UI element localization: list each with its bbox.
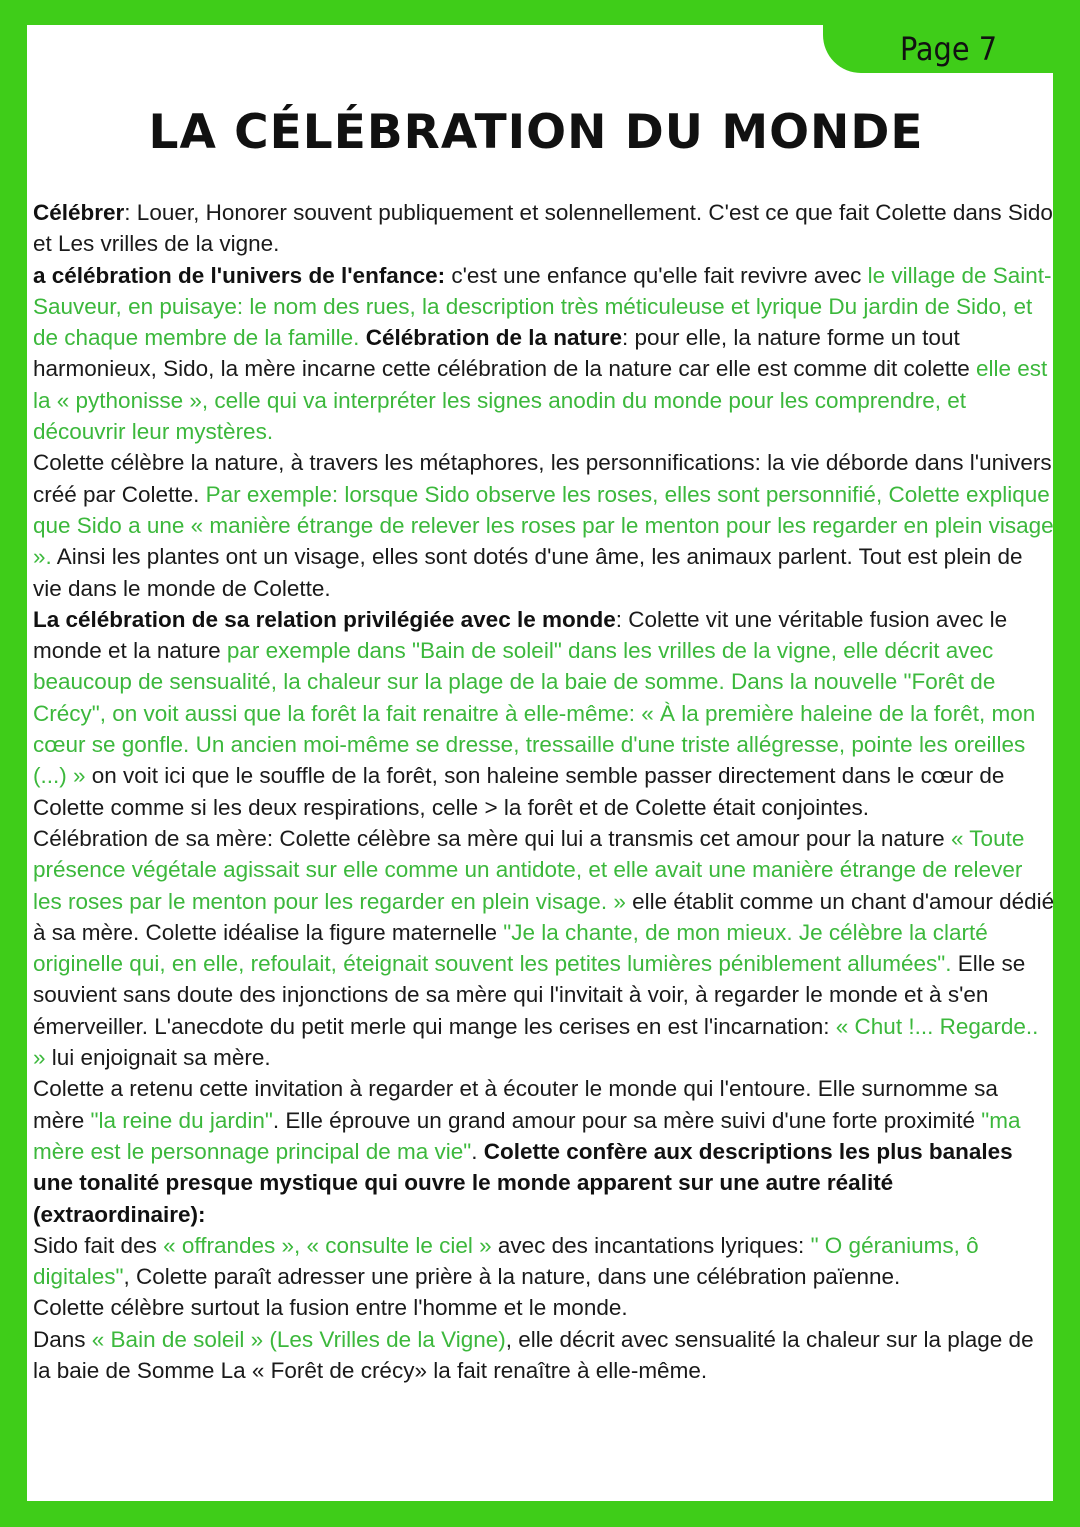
body-run: lui enjoignait sa mère.	[45, 1045, 271, 1071]
quote-text: le village de Saint-Sauveur, en puisaye: le nom des rues, la description très méticuleuse et lyrique Du jardin de Sido, et de chaque membre de la famille.	[33, 262, 1052, 351]
quote-text: "la reine du jardin"	[90, 1107, 273, 1133]
quote-text: Par exemple: lorsque Sido observe les roses, elles sont personnifié, Colette explique que Sido a une « manière étrange de relever les roses par le menton pour les regarder en plein visage ».	[33, 481, 1054, 570]
body-run: , elle décrit avec sensualité la chaleur sur la plage de la baie de Somme La « Forêt de crécy» la fait renaître à elle-même.	[33, 1326, 1034, 1383]
paragraph	[33, 447, 1055, 603]
body-run: . Elle éprouve un grand amour pour sa mère suivi d'une forte proximité	[272, 1107, 982, 1133]
body-run: Ainsi les plantes ont un visage, elles sont dotés d'une âme, les animaux parlent. Tout est plein de vie dans le monde de Colette.	[33, 544, 1023, 601]
quote-text: " O géraniums, ô digitales"	[33, 1232, 979, 1290]
body-run: : pour elle, la nature forme un tout harmonieux, Sido, la mère incarne cette célébration de la nature car elle est comme dit colette	[33, 325, 976, 382]
page-number-tab	[823, 25, 1053, 73]
paragraph	[33, 1073, 1055, 1229]
body-run: Colette célèbre la nature, à travers les métaphores, les personnifications: la vie déborde dans l'univers créé par Colette.	[33, 450, 1052, 507]
bold-heading: Célébration de la nature	[365, 325, 623, 351]
body-run: Dans	[33, 1326, 92, 1352]
quote-text: "Je la chante, de mon mieux. Je célèbre la clarté originelle qui, en elle, refoulait, éteignait souvent les petites lumières péniblement allumées".	[33, 919, 988, 977]
paragraph	[33, 197, 1055, 260]
page-sheet	[27, 25, 1053, 1501]
body-run: on voit ici que le souffle de la forêt, son haleine semble passer directement dans le cœur de Colette comme si les deux respirations, celle > la forêt et de Colette était conjointes.	[33, 763, 1005, 820]
body-run: Célébration de sa mère: Colette célèbre sa mère qui lui a transmis cet amour pour la nature	[33, 825, 951, 851]
body-run: : Colette vit une véritable fusion avec le monde et la nature	[33, 606, 1008, 664]
body-run: Colette a retenu cette invitation à regarder et à écouter le monde qui l'entoure. Elle surnomme sa mère	[33, 1076, 998, 1133]
quote-text: par exemple dans "Bain de soleil" dans les vrilles de la vigne, elle décrit avec beaucoup de sensualité, la chaleur sur la plage de la baie de somme. Dans la nouvelle "Forêt de Crécy", on voit aussi que la forêt la fait renaitre à elle-même: « À la première haleine de la forêt, mon cœur se gonfle. Un ancien moi-même se dresse, tressaille d'une triste allégresse, pointe les oreilles (...) »	[33, 638, 1036, 789]
paragraph	[33, 1230, 1055, 1293]
body-text	[33, 197, 1055, 1386]
body-run: Colette célèbre surtout la fusion entre l'homme et le monde.	[33, 1295, 628, 1321]
paragraph	[33, 604, 1055, 823]
page-number: Page 7	[899, 30, 997, 68]
body-run: .	[471, 1138, 484, 1164]
paragraph	[33, 1324, 1055, 1387]
paragraph	[33, 260, 1055, 448]
paragraph	[33, 1292, 1055, 1323]
body-run: : Louer, Honorer souvent publiquement et solennellement. C'est ce que fait Colette dans Sido et Les vrilles de la vigne.	[33, 200, 1053, 257]
quote-text: « offrandes », « consulte le ciel »	[163, 1232, 492, 1258]
body-run: elle établit comme un chant d'amour dédié à sa mère. Colette idéalise la figure maternelle	[33, 888, 1055, 945]
body-run: c'est une enfance qu'elle fait revivre avec	[445, 262, 868, 288]
quote-text: « Toute présence végétale agissait sur elle comme un antidote, et elle avait une manière étrange de relever les roses par le menton pour les regarder en plein visage. »	[33, 825, 1025, 914]
quote-text: elle est la « pythonisse », celle qui va interpréter les signes anodin du monde pour les comprendre, et découvrir leur mystères.	[33, 356, 1048, 445]
bold-heading: La célébration de sa relation privilégiée avec le monde	[33, 606, 616, 632]
quote-text: « Chut !... Regarde.. »	[33, 1013, 1039, 1071]
body-run: avec des incantations lyriques:	[491, 1232, 811, 1258]
paragraph	[33, 823, 1055, 1073]
bold-heading: a célébration de l'univers de l'enfance:	[33, 262, 446, 288]
quote-text: "ma mère est le personnage principal de ma vie"	[33, 1107, 1021, 1164]
bold-heading: Célébrer	[33, 200, 125, 225]
quote-text: « Bain de soleil » (Les Vrilles de la Vigne)	[91, 1326, 506, 1352]
body-run: Sido fait des	[33, 1232, 164, 1258]
body-run: Elle se souvient sans doute des injonctions de sa mère qui l'invitait à voir, à regarder le monde et à s'en émerveiller. L'anecdote du petit merle qui mange les cerises en est l'incarnation:	[33, 951, 1026, 1039]
bold-heading: Colette confère aux descriptions les plus banales une tonalité presque mystique qui ouvre le monde apparent sur une autre réalité (extraordinaire):	[33, 1138, 1013, 1227]
body-run: , Colette paraît adresser une prière à la nature, dans une célébration païenne.	[123, 1264, 901, 1290]
page-title: LA CÉLÉBRATION DU MONDE	[148, 105, 924, 160]
